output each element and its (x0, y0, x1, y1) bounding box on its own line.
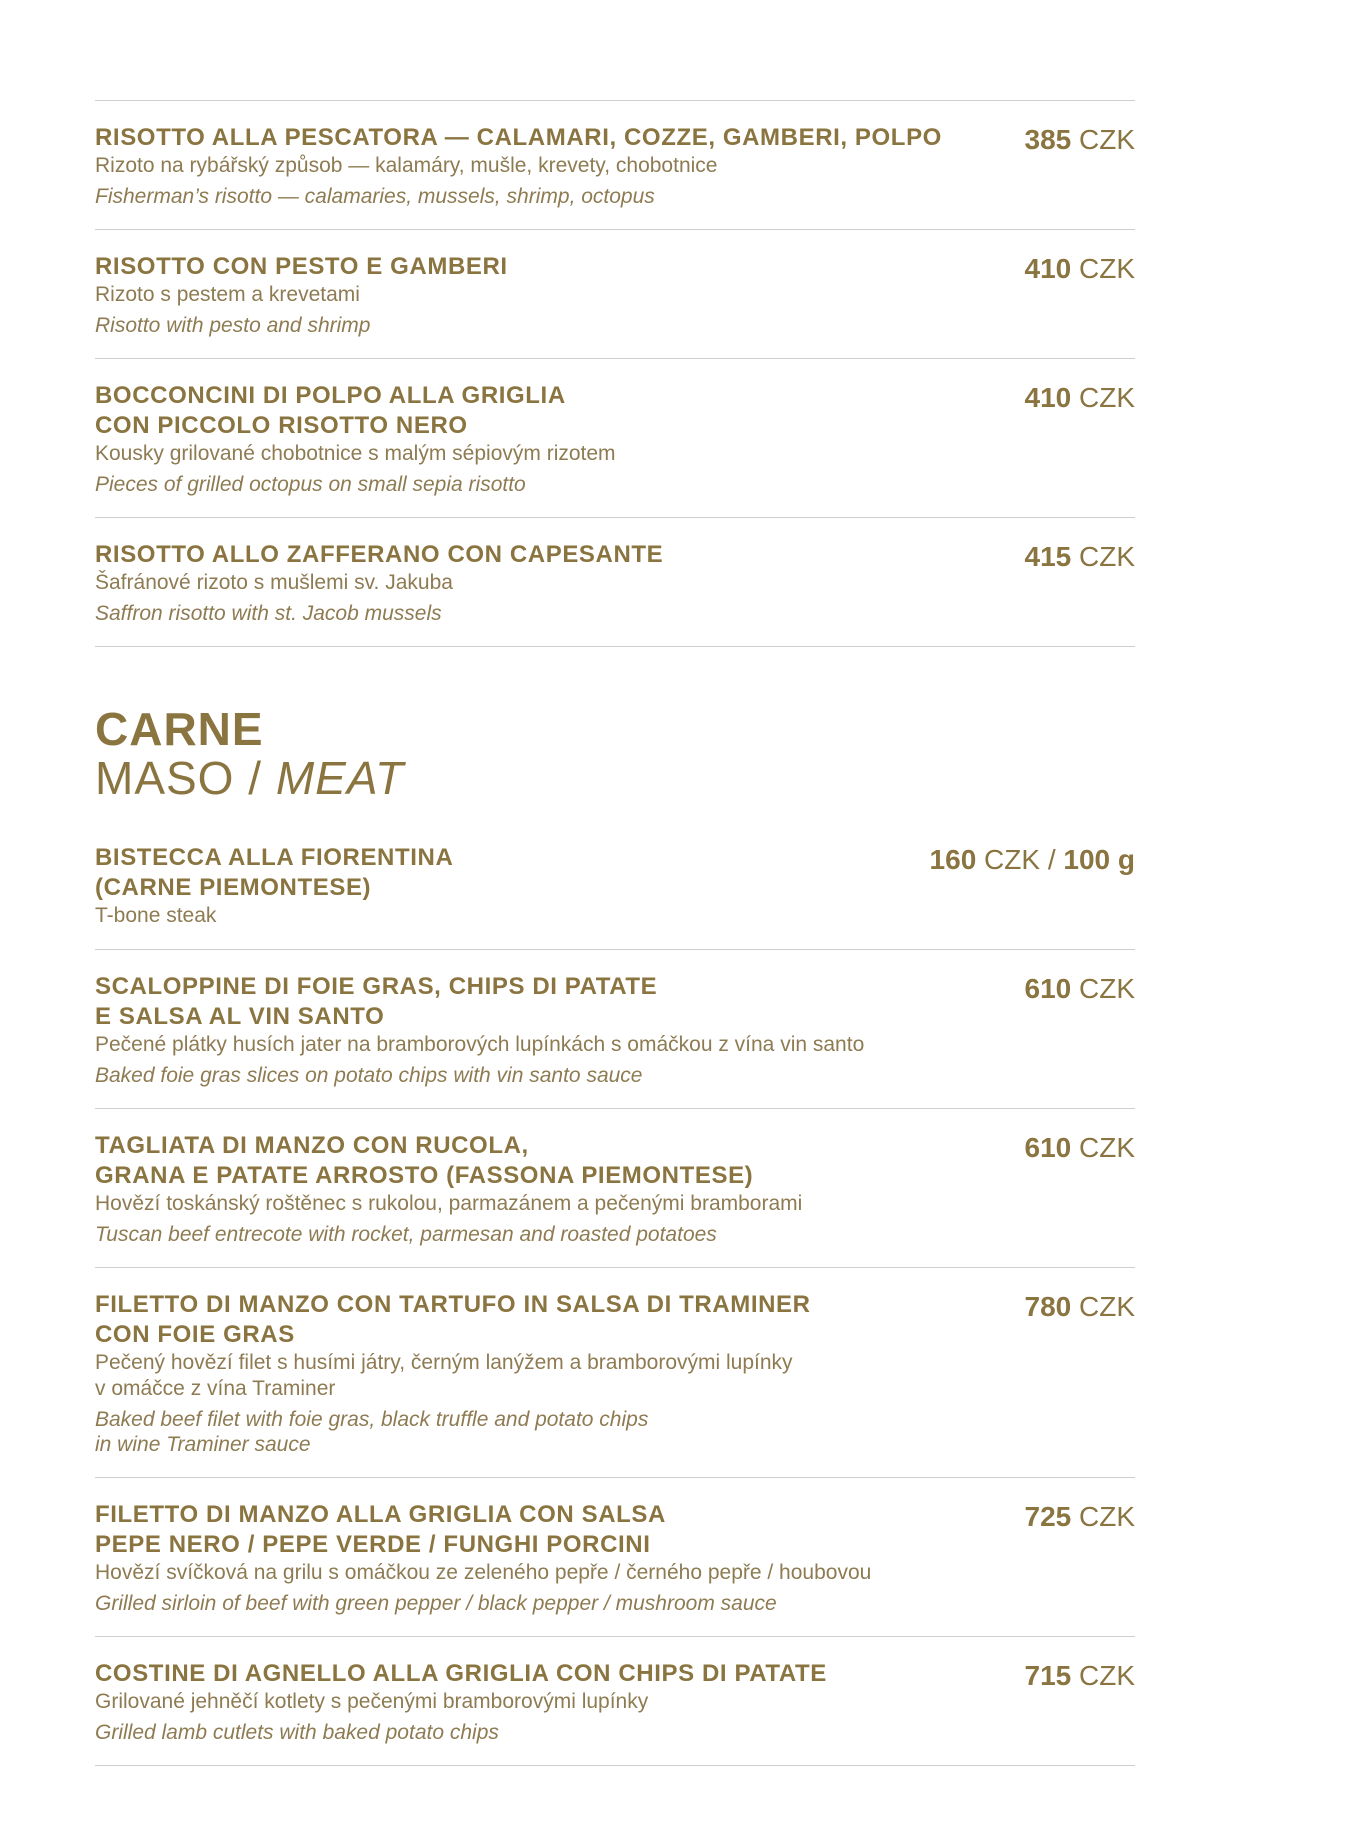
menu-item-tagliata-manzo (95, 1108, 1135, 1267)
price-amount: 385 (1024, 124, 1072, 155)
price-amount: 610 (1024, 1132, 1072, 1163)
item-price (1025, 381, 1136, 415)
item-description-czech: Kousky grilované chobotnice s malým sépiovým rizotem (95, 442, 616, 465)
item-description-english: Fisherman’s risotto — calamaries, mussels, shrimp, octopus (95, 185, 655, 208)
item-name: RISOTTO CON PESTO E GAMBERI (95, 253, 508, 280)
price-amount: 410 (1024, 382, 1072, 413)
menu-item-polpo-risotto-nero (95, 358, 1135, 517)
menu-page (95, 100, 1135, 1766)
item-description-czech: Hovězí svíčková na grilu s omáčkou ze zeleného pepře / černého pepře / houbovou (95, 1561, 872, 1584)
item-description-czech: T-bone steak (95, 904, 217, 927)
item-description-english: Baked beef filet with foie gras, black truffle and potato chips in wine Traminer sauce (95, 1408, 649, 1456)
price-currency: CZK (1079, 973, 1135, 1004)
price-amount: 610 (1024, 973, 1072, 1004)
section-subtitle (95, 753, 1135, 803)
item-description-english: Tuscan beef entrecote with rocket, parmesan and roasted potatoes (95, 1223, 717, 1246)
price-currency: CZK (1079, 1660, 1135, 1691)
item-description-english: Risotto with pesto and shrimp (95, 314, 371, 337)
item-description-czech: Pečené plátky husích jater na bramborových lupínkách s omáčkou z vína vin santo (95, 1033, 865, 1056)
item-name: BOCCONCINI DI POLPO ALLA GRIGLIA CON PICCOLO RISOTTO NERO (95, 382, 566, 439)
section-subtitle-english: MEAT (275, 752, 405, 804)
item-description-czech: Hovězí toskánský roštěnec s rukolou, parmazánem a pečenými bramborami (95, 1192, 803, 1215)
item-description-czech: Pečený hovězí filet s husími játry, černým lanýžem a bramborovými lupínky v omáčce z vína Traminer (95, 1351, 793, 1400)
section-title: CARNE (95, 703, 264, 755)
price-amount: 780 (1024, 1291, 1072, 1322)
item-name: RISOTTO ALLA PESCATORA — CALAMARI, COZZE, GAMBERI, POLPO (95, 124, 942, 151)
item-name: BISTECCA ALLA FIORENTINA (CARNE PIEMONTESE) (95, 844, 454, 901)
menu-item-filetto-tartufo (95, 1267, 1135, 1477)
item-name: SCALOPPINE DI FOIE GRAS, CHIPS DI PATATE E SALSA AL VIN SANTO (95, 973, 658, 1030)
menu-item-risotto-pescatora (95, 100, 1135, 229)
item-price (1025, 972, 1136, 1006)
price-amount: 725 (1024, 1501, 1072, 1532)
item-description-english: Baked foie gras slices on potato chips with vin santo sauce (95, 1064, 643, 1087)
item-description-czech: Rizoto na rybářský způsob — kalamáry, mušle, krevety, chobotnice (95, 154, 718, 177)
price-separator: / (1040, 844, 1064, 875)
section-subtitle-separator: / (234, 752, 276, 804)
meat-section (95, 843, 1135, 1766)
item-description-english: Grilled lamb cutlets with baked potato chips (95, 1721, 499, 1744)
item-description-english: Pieces of grilled octopus on small sepia risotto (95, 473, 526, 496)
item-price (1025, 540, 1136, 574)
item-name: FILETTO DI MANZO ALLA GRIGLIA CON SALSA PEPE NERO / PEPE VERDE / FUNGHI PORCINI (95, 1501, 666, 1558)
item-description-english: Grilled sirloin of beef with green pepper / black pepper / mushroom sauce (95, 1592, 777, 1615)
item-description-english: Saffron risotto with st. Jacob mussels (95, 602, 442, 625)
price-currency: CZK (1079, 253, 1135, 284)
item-price (1025, 123, 1136, 157)
price-currency: CZK (1079, 1501, 1135, 1532)
menu-item-costine-agnello (95, 1636, 1135, 1766)
price-currency: CZK (1079, 382, 1135, 413)
item-name: COSTINE DI AGNELLO ALLA GRIGLIA CON CHIPS DI PATATE (95, 1660, 827, 1687)
price-amount: 415 (1024, 541, 1072, 572)
price-currency: CZK (1079, 541, 1135, 572)
item-price (1025, 1290, 1136, 1324)
price-amount: 410 (1024, 253, 1072, 284)
section-subtitle-czech: MASO (95, 752, 235, 804)
price-currency: CZK (1079, 1291, 1135, 1322)
price-unit: 100 g (1063, 844, 1135, 875)
meat-section-heading (95, 705, 1135, 803)
menu-item-filetto-griglia (95, 1477, 1135, 1636)
item-description-czech: Rizoto s pestem a krevetami (95, 283, 360, 306)
item-price (1025, 1659, 1136, 1693)
item-price (1025, 252, 1136, 286)
menu-item-bistecca-fiorentina (95, 843, 1135, 949)
price-currency: CZK (1079, 124, 1135, 155)
item-name: TAGLIATA DI MANZO CON RUCOLA, GRANA E PATATE ARROSTO (FASSONA PIEMONTESE) (95, 1132, 754, 1189)
price-currency: CZK (984, 844, 1041, 875)
menu-item-risotto-zafferano (95, 517, 1135, 647)
price-amount: 715 (1024, 1660, 1072, 1691)
item-description-czech: Šafránové rizoto s mušlemi sv. Jakuba (95, 571, 453, 594)
item-description-czech: Grilované jehněčí kotlety s pečenými bramborovými lupínky (95, 1690, 649, 1713)
item-price (1025, 1131, 1136, 1165)
menu-item-scaloppine-foie-gras (95, 949, 1135, 1108)
item-name: RISOTTO ALLO ZAFFERANO CON CAPESANTE (95, 541, 664, 568)
item-price (930, 843, 1135, 877)
menu-item-risotto-pesto (95, 229, 1135, 358)
item-name: FILETTO DI MANZO CON TARTUFO IN SALSA DI TRAMINER CON FOIE GRAS (95, 1291, 811, 1348)
risotto-section (95, 100, 1135, 647)
price-currency: CZK (1079, 1132, 1135, 1163)
price-amount: 160 (929, 844, 977, 875)
item-price (1025, 1500, 1136, 1534)
